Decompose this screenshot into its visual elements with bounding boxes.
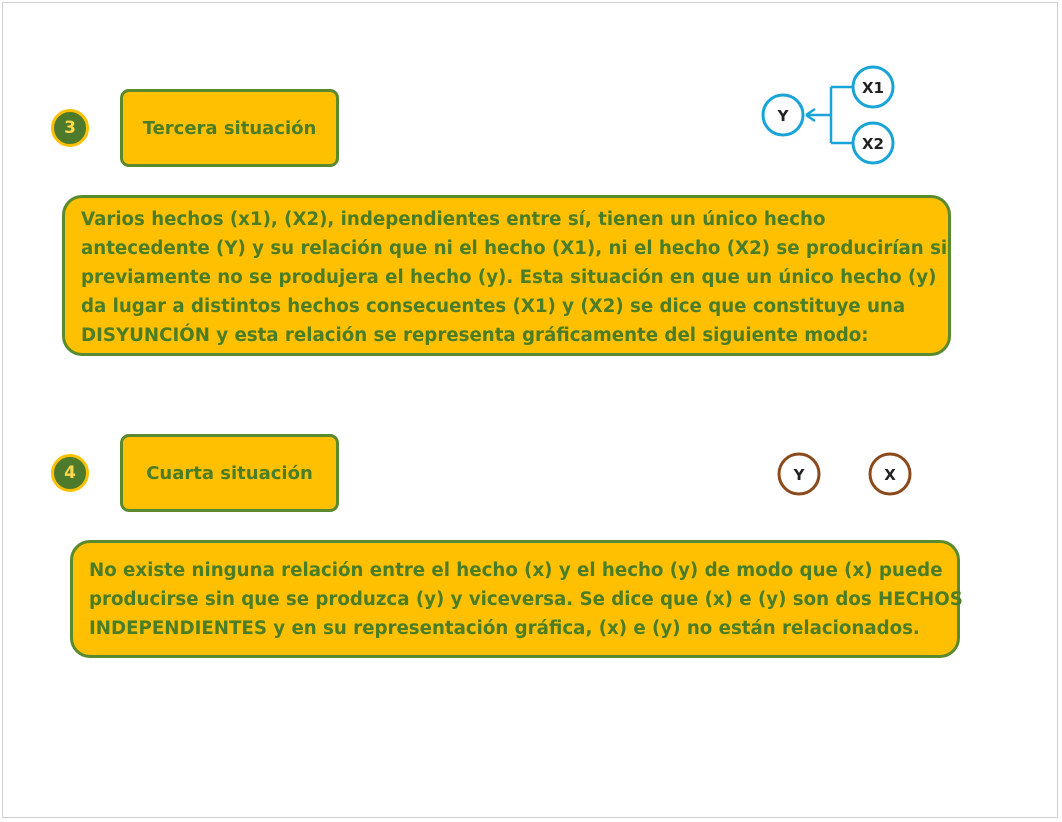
disjunction-connector — [807, 87, 854, 143]
svg-text:Y: Y — [793, 466, 805, 484]
node-y — [763, 95, 803, 135]
description-line: previamente no se produjera el hecho (y). Esta situación en que un único hecho (y) — [81, 267, 937, 288]
svg-text:X1: X1 — [861, 79, 885, 97]
description-line: INDEPENDIENTES y en su representación gráfica, (x) e (y) no están relacionados. — [89, 618, 920, 639]
description-line: Varios hechos (x1), (X2), independientes entre sí, tienen un único hecho — [81, 209, 826, 230]
node-y-independent — [779, 454, 819, 494]
section-4-description — [70, 540, 963, 658]
description-line: No existe ninguna relación entre el hecho (x) y el hecho (y) de modo que (x) puede — [89, 560, 943, 581]
svg-text:Y: Y — [777, 107, 789, 125]
description-line: antecedente (Y) y su relación que ni el hecho (X1), ni el hecho (X2) se producirían si — [81, 238, 948, 259]
section-3-number-badge: 3 — [51, 109, 89, 147]
svg-text:X: X — [884, 466, 896, 484]
section-4-number-badge: 4 — [51, 454, 89, 492]
disjunction-diagram — [755, 60, 905, 170]
node-x1 — [853, 67, 893, 107]
description-line: da lugar a distintos hechos consecuentes (X1) y (X2) se dice que constituye una — [81, 296, 906, 317]
node-x2 — [853, 123, 893, 163]
description-line: producirse sin que se produzca (y) y viceversa. Se dice que (x) e (y) son dos HECHOS — [89, 589, 963, 610]
section-4-title: Cuarta situación — [120, 434, 339, 512]
node-x-independent — [870, 454, 910, 494]
section-3-title: Tercera situación — [120, 89, 339, 167]
independent-facts-diagram — [770, 448, 920, 500]
section-3-description — [62, 195, 951, 356]
svg-text:X2: X2 — [861, 135, 885, 153]
description-line: DISYUNCIÓN y esta relación se representa gráficamente del siguiente modo: — [81, 325, 869, 346]
